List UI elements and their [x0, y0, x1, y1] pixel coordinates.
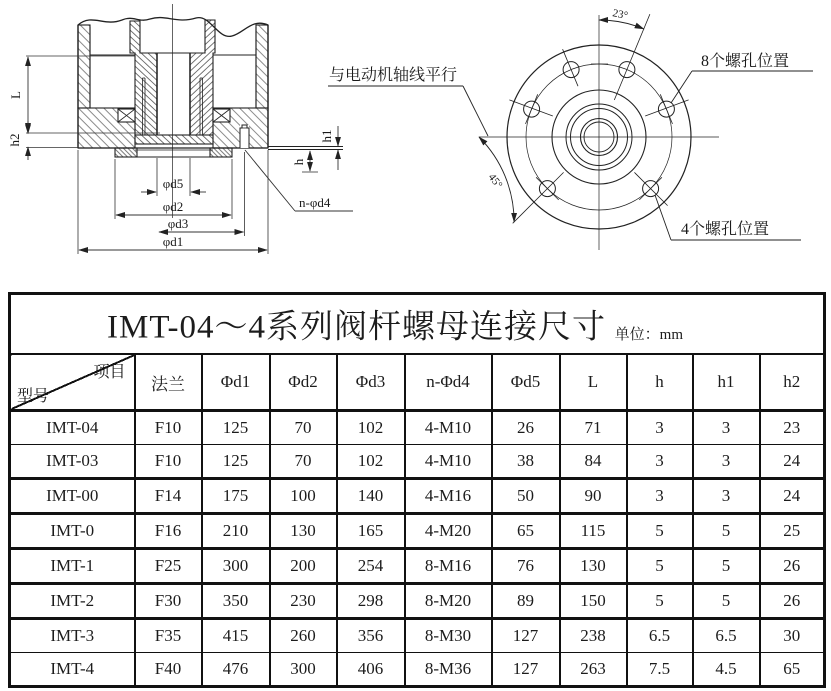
value-cell: 70: [270, 411, 337, 445]
value-cell: 23: [760, 411, 825, 445]
column-header-1: Φd1: [202, 354, 270, 411]
model-cell: IMT-3: [10, 619, 135, 653]
dim-label-n-d4: n-φd4: [299, 195, 331, 210]
table-row-IMT-4: [10, 653, 825, 687]
column-header-4: n-Φd4: [405, 354, 492, 411]
column-header-5: Φd5: [492, 354, 560, 411]
value-cell: 130: [560, 549, 627, 584]
stud-bolt: [240, 125, 249, 148]
corner-label-item: 项目: [93, 364, 126, 381]
section-view: [78, 4, 343, 218]
model-cell: IMT-03: [10, 445, 135, 479]
value-cell: 3: [693, 411, 760, 445]
dim-label-h: h: [291, 158, 306, 166]
value-cell: 26: [760, 549, 825, 584]
value-cell: 30: [760, 619, 825, 653]
value-cell: 71: [560, 411, 627, 445]
value-cell: F14: [135, 479, 202, 514]
value-cell: 4.5: [693, 653, 760, 687]
value-cell: 350: [202, 584, 270, 619]
value-cell: 5: [627, 584, 693, 619]
value-cell: 100: [270, 479, 337, 514]
dim-label-d5: φd5: [162, 176, 184, 191]
note-parallel-axis: 与电动机轴线平行: [329, 67, 458, 84]
value-cell: F10: [135, 445, 202, 479]
value-cell: 84: [560, 445, 627, 479]
value-cell: 230: [270, 584, 337, 619]
column-header-2: Φd2: [270, 354, 337, 411]
value-cell: 200: [270, 549, 337, 584]
value-cell: 125: [202, 411, 270, 445]
value-cell: 140: [337, 479, 405, 514]
table-row-IMT-2: [10, 584, 825, 619]
value-cell: 4-M10: [405, 411, 492, 445]
column-header-0: 法兰: [135, 354, 202, 411]
dim-label-L: L: [8, 91, 23, 99]
engineering-drawing: [0, 0, 831, 290]
value-cell: 3: [627, 445, 693, 479]
value-cell: 102: [337, 445, 405, 479]
model-cell: IMT-04: [10, 411, 135, 445]
value-cell: 25: [760, 514, 825, 549]
flange-view: [328, 14, 813, 250]
value-cell: 210: [202, 514, 270, 549]
spec-table-wrap: [8, 292, 823, 688]
table-row-IMT-00: [10, 479, 825, 514]
angle-23-label: 23°: [611, 7, 629, 23]
value-cell: 5: [693, 584, 760, 619]
value-cell: 5: [693, 514, 760, 549]
value-cell: 4-M20: [405, 514, 492, 549]
angle-45-label: 45°: [485, 171, 505, 191]
value-cell: 300: [202, 549, 270, 584]
value-cell: 26: [760, 584, 825, 619]
value-cell: 415: [202, 619, 270, 653]
label-4-holes: 4个螺孔位置: [681, 221, 770, 238]
table-row-IMT-04: [10, 411, 825, 445]
value-cell: 3: [627, 479, 693, 514]
corner-cell: [10, 354, 135, 411]
model-cell: IMT-0: [10, 514, 135, 549]
sheet-title: IMT-04～4系列阀杆螺母连接尺寸: [107, 309, 606, 346]
value-cell: 4-M16: [405, 479, 492, 514]
title-row: [10, 294, 825, 355]
value-cell: F16: [135, 514, 202, 549]
value-cell: 24: [760, 479, 825, 514]
corner-label-model: 型号: [17, 388, 50, 405]
value-cell: 115: [560, 514, 627, 549]
value-cell: 7.5: [627, 653, 693, 687]
value-cell: 165: [337, 514, 405, 549]
table-row-IMT-0: [10, 514, 825, 549]
value-cell: 65: [492, 514, 560, 549]
title-cell: [10, 294, 825, 355]
value-cell: 8-M30: [405, 619, 492, 653]
dim-label-h1: h1: [319, 129, 334, 143]
value-cell: 127: [492, 653, 560, 687]
value-cell: 8-M36: [405, 653, 492, 687]
dim-label-h2: h2: [7, 133, 22, 147]
value-cell: 89: [492, 584, 560, 619]
section-dim-labels: [7, 91, 334, 249]
value-cell: 102: [337, 411, 405, 445]
bearing-square: [118, 109, 230, 122]
value-cell: 263: [560, 653, 627, 687]
table-header-row: [10, 354, 825, 411]
value-cell: 406: [337, 653, 405, 687]
value-cell: 298: [337, 584, 405, 619]
value-cell: 3: [693, 445, 760, 479]
spec-table: [8, 292, 826, 688]
value-cell: 5: [627, 514, 693, 549]
model-cell: IMT-1: [10, 549, 135, 584]
value-cell: 5: [627, 549, 693, 584]
value-cell: 3: [693, 479, 760, 514]
column-header-6: L: [560, 354, 627, 411]
value-cell: 6.5: [627, 619, 693, 653]
value-cell: 130: [270, 514, 337, 549]
value-cell: 238: [560, 619, 627, 653]
value-cell: 4-M10: [405, 445, 492, 479]
value-cell: 260: [270, 619, 337, 653]
value-cell: 26: [492, 411, 560, 445]
value-cell: 356: [337, 619, 405, 653]
value-cell: 70: [270, 445, 337, 479]
value-cell: 24: [760, 445, 825, 479]
value-cell: 476: [202, 653, 270, 687]
label-8-holes: 8个螺孔位置: [701, 53, 790, 70]
table-row-IMT-1: [10, 549, 825, 584]
value-cell: 38: [492, 445, 560, 479]
value-cell: 175: [202, 479, 270, 514]
model-cell: IMT-00: [10, 479, 135, 514]
value-cell: 8-M20: [405, 584, 492, 619]
value-cell: F30: [135, 584, 202, 619]
value-cell: 65: [760, 653, 825, 687]
flange-labels: [329, 7, 789, 238]
value-cell: 50: [492, 479, 560, 514]
table-body: [10, 411, 825, 687]
value-cell: F10: [135, 411, 202, 445]
value-cell: F35: [135, 619, 202, 653]
value-cell: 300: [270, 653, 337, 687]
column-header-9: h2: [760, 354, 825, 411]
value-cell: F25: [135, 549, 202, 584]
value-cell: 254: [337, 549, 405, 584]
unit-label: 单位：mm: [614, 327, 684, 343]
value-cell: 8-M16: [405, 549, 492, 584]
table-row-IMT-3: [10, 619, 825, 653]
model-cell: IMT-2: [10, 584, 135, 619]
column-header-8: h1: [693, 354, 760, 411]
value-cell: 3: [627, 411, 693, 445]
dim-label-d3: φd3: [167, 216, 189, 231]
value-cell: 125: [202, 445, 270, 479]
column-header-3: Φd3: [337, 354, 405, 411]
column-header-7: h: [627, 354, 693, 411]
value-cell: F40: [135, 653, 202, 687]
value-cell: 76: [492, 549, 560, 584]
value-cell: 6.5: [693, 619, 760, 653]
value-cell: 127: [492, 619, 560, 653]
model-cell: IMT-4: [10, 653, 135, 687]
dim-label-d2: φd2: [162, 199, 184, 214]
dim-label-d1: φd1: [162, 234, 184, 249]
value-cell: 90: [560, 479, 627, 514]
value-cell: 150: [560, 584, 627, 619]
table-row-IMT-03: [10, 445, 825, 479]
value-cell: 5: [693, 549, 760, 584]
